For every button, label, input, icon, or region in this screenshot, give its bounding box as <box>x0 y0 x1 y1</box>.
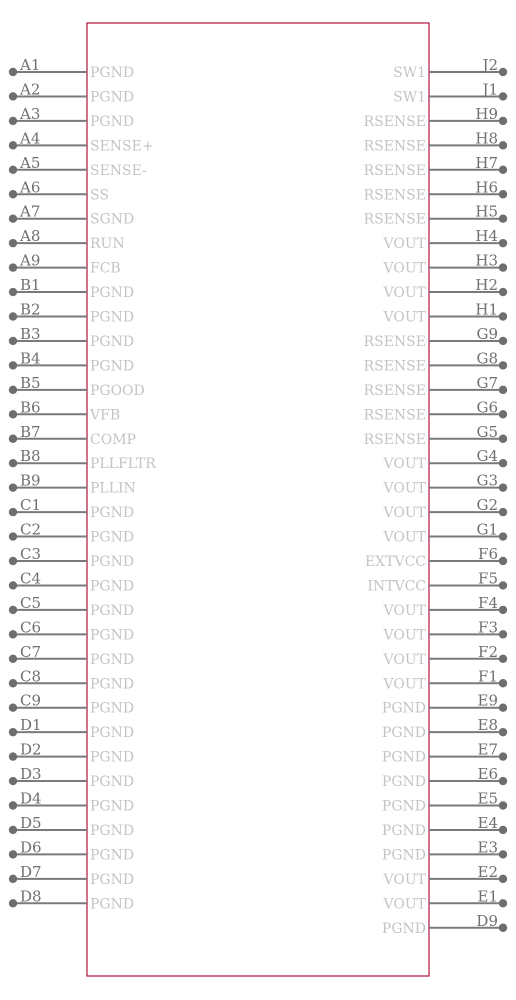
pin-endpoint-dot <box>9 801 17 809</box>
pin-name: SW1 <box>393 89 426 106</box>
pin-right <box>383 618 508 643</box>
pin-right <box>364 178 508 203</box>
pin-endpoint-dot <box>499 875 507 883</box>
pin-number: F3 <box>478 618 498 637</box>
pin-number: E9 <box>477 691 498 710</box>
pin-number: G3 <box>476 471 498 490</box>
pin-left <box>9 178 109 203</box>
pin-name: VOUT <box>383 651 426 668</box>
pin-number: E7 <box>477 740 498 759</box>
pin-right <box>383 667 508 692</box>
pin-name: PGND <box>90 285 135 302</box>
pin-endpoint-dot <box>499 532 507 540</box>
pin-name: SS <box>90 187 109 204</box>
pin-right <box>383 863 508 888</box>
pin-right <box>364 325 508 350</box>
pin-name: RSENSE <box>363 358 426 375</box>
pin-right <box>382 741 507 766</box>
pin-right <box>383 472 508 497</box>
pin-number: A7 <box>20 202 41 221</box>
pin-name: PGND <box>90 774 135 791</box>
pin-name: RSENSE <box>363 187 426 204</box>
pin-name: PGND <box>381 700 426 717</box>
pin-name: RUN <box>90 236 125 253</box>
pin-number: G4 <box>476 447 498 466</box>
pin-name: SW1 <box>393 65 426 81</box>
pin-endpoint-dot <box>9 435 17 443</box>
pin-name: SENSE- <box>90 162 147 179</box>
pin-name: RSENSE <box>363 113 426 130</box>
pin-number: F5 <box>478 569 498 588</box>
pin-name: PGND <box>90 749 135 766</box>
pin-left <box>9 252 121 277</box>
pin-endpoint-dot <box>499 117 507 125</box>
pin-name: PGND <box>381 847 426 864</box>
pin-left <box>9 716 134 741</box>
pin-endpoint-dot <box>499 850 507 858</box>
pin-endpoint-dot <box>9 410 17 418</box>
pin-right <box>364 374 508 399</box>
pin-endpoint-dot <box>499 361 507 369</box>
pin-name: PGND <box>90 505 135 522</box>
pin-name: PLLFLTR <box>90 456 156 473</box>
pin-name: FCB <box>90 260 121 277</box>
pin-number: A8 <box>20 227 41 246</box>
pin-name: VOUT <box>383 896 426 913</box>
pin-number: H9 <box>475 104 498 123</box>
pin-endpoint-dot <box>9 141 17 149</box>
pin-name: PGND <box>90 602 135 619</box>
pin-number: B7 <box>20 422 41 441</box>
pin-name: VOUT <box>383 505 426 522</box>
pin-right <box>364 349 508 374</box>
pin-name: PGND <box>90 896 135 913</box>
pin-left <box>9 838 134 863</box>
pin-endpoint-dot <box>9 728 17 736</box>
pin-right <box>383 594 508 619</box>
pin-left <box>9 276 134 301</box>
pin-name: PLLIN <box>90 480 136 497</box>
pin-endpoint-dot <box>499 924 507 932</box>
pin-left <box>9 301 134 326</box>
pin-name: PGND <box>90 529 135 546</box>
pin-name: VOUT <box>383 456 426 473</box>
pin-left <box>9 790 134 815</box>
pin-number: B5 <box>20 373 41 392</box>
pin-number: B9 <box>20 471 41 490</box>
pin-endpoint-dot <box>9 532 17 540</box>
pin-left <box>9 643 134 668</box>
pin-right <box>364 105 508 130</box>
pin-number: D1 <box>20 716 42 735</box>
pin-number: H1 <box>475 300 498 319</box>
pin-name: PGND <box>90 822 135 839</box>
pin-number: H3 <box>475 251 498 270</box>
pin-number: C8 <box>20 667 42 686</box>
pin-number: A6 <box>20 178 41 197</box>
pin-name: COMP <box>90 431 136 448</box>
pin-right <box>383 643 508 668</box>
pin-name: SGND <box>90 211 135 228</box>
pin-number: F4 <box>478 593 498 612</box>
pin-name: RSENSE <box>363 162 426 179</box>
pin-endpoint-dot <box>499 728 507 736</box>
pin-endpoint-dot <box>499 239 507 247</box>
pin-number: C5 <box>20 593 42 612</box>
pin-number: H8 <box>475 129 498 148</box>
pin-endpoint-dot <box>9 166 17 174</box>
pin-name: PGND <box>90 309 135 326</box>
pin-name: SENSE+ <box>90 138 154 155</box>
pin-left <box>9 863 134 888</box>
pin-number: C2 <box>20 520 42 539</box>
pin-number: G7 <box>476 373 498 392</box>
pin-endpoint-dot <box>9 337 17 345</box>
pin-endpoint-dot <box>9 875 17 883</box>
pin-number: J2 <box>482 56 498 74</box>
pin-endpoint-dot <box>9 288 17 296</box>
pin-endpoint-dot <box>9 557 17 565</box>
left-pin-group <box>9 56 156 912</box>
pin-endpoint-dot <box>9 679 17 687</box>
pin-number: E8 <box>477 716 498 735</box>
pin-endpoint-dot <box>9 263 17 271</box>
pin-name: PGND <box>90 333 135 350</box>
pin-endpoint-dot <box>9 117 17 125</box>
pin-endpoint-dot <box>499 704 507 712</box>
pin-endpoint-dot <box>9 850 17 858</box>
pin-endpoint-dot <box>499 777 507 785</box>
pin-number: H5 <box>475 202 498 221</box>
pin-left <box>9 203 134 228</box>
pin-name: PGND <box>90 651 135 668</box>
pin-right <box>382 692 507 717</box>
pin-left <box>9 569 134 594</box>
pin-number: D3 <box>20 765 42 784</box>
pin-name: INTVCC <box>367 578 426 595</box>
pin-name: PGND <box>90 113 135 130</box>
pin-right <box>383 252 508 277</box>
pin-endpoint-dot <box>499 606 507 614</box>
pin-number: B3 <box>20 324 41 343</box>
pin-left <box>9 496 134 521</box>
pin-left <box>9 105 134 130</box>
pin-name: VOUT <box>383 676 426 693</box>
pin-number: H4 <box>475 227 498 246</box>
pin-number: E1 <box>477 887 498 906</box>
pin-right <box>383 447 508 472</box>
pin-left <box>9 447 156 472</box>
right-pin-group <box>364 56 508 937</box>
pin-left <box>9 667 134 692</box>
pin-name: VOUT <box>383 602 426 619</box>
pin-number: B4 <box>20 349 41 368</box>
pin-right <box>382 765 507 790</box>
pin-right <box>382 790 507 815</box>
pin-endpoint-dot <box>499 435 507 443</box>
pin-number: C4 <box>20 569 42 588</box>
pin-number: C7 <box>20 642 42 661</box>
pin-number: H2 <box>475 276 498 295</box>
pin-endpoint-dot <box>499 752 507 760</box>
pin-left <box>9 765 134 790</box>
pin-number: H6 <box>475 178 498 197</box>
pin-right <box>382 838 507 863</box>
pin-number: F1 <box>478 667 498 686</box>
pin-number: D6 <box>20 838 42 857</box>
pin-left <box>9 692 134 717</box>
pin-endpoint-dot <box>9 190 17 198</box>
pin-name: PGND <box>90 725 135 742</box>
pin-left <box>9 887 134 912</box>
pin-endpoint-dot <box>499 92 507 100</box>
pin-left <box>9 80 134 105</box>
pin-number: C6 <box>20 618 42 637</box>
pin-endpoint-dot <box>499 386 507 394</box>
pin-name: PGND <box>90 627 135 644</box>
pin-endpoint-dot <box>499 263 507 271</box>
pin-endpoint-dot <box>499 459 507 467</box>
pin-number: B1 <box>20 276 41 295</box>
pin-right <box>364 129 508 154</box>
pin-name: RSENSE <box>363 382 426 399</box>
pin-endpoint-dot <box>9 483 17 491</box>
pin-endpoint-dot <box>499 312 507 320</box>
pin-endpoint-dot <box>499 410 507 418</box>
pin-left <box>9 594 134 619</box>
pin-name: PGND <box>381 822 426 839</box>
pin-name: RSENSE <box>363 431 426 448</box>
pin-number: E6 <box>477 765 498 784</box>
pin-left <box>9 521 134 546</box>
pin-name: VOUT <box>383 627 426 644</box>
pin-number: C3 <box>20 545 42 563</box>
pin-number: G1 <box>476 520 498 539</box>
pin-left <box>9 618 134 643</box>
pin-endpoint-dot <box>9 239 17 247</box>
pin-name: VOUT <box>383 260 426 277</box>
pin-left <box>9 129 154 154</box>
pin-name: PGOOD <box>90 382 145 399</box>
pin-right <box>383 887 508 912</box>
pin-number: D4 <box>20 789 42 808</box>
pin-name: PGND <box>90 65 135 81</box>
pin-endpoint-dot <box>9 92 17 100</box>
pin-name: VOUT <box>383 529 426 546</box>
pin-endpoint-dot <box>499 655 507 663</box>
pin-name: PGND <box>381 749 426 766</box>
pin-name: PGND <box>90 578 135 595</box>
pin-left <box>9 349 134 374</box>
pin-endpoint-dot <box>9 777 17 785</box>
pin-right <box>383 521 508 546</box>
pin-name: VOUT <box>383 309 426 326</box>
pin-right <box>364 398 508 423</box>
pin-endpoint-dot <box>9 386 17 394</box>
pin-endpoint-dot <box>499 337 507 345</box>
pin-number: A9 <box>20 251 41 270</box>
pin-name: RSENSE <box>363 211 426 228</box>
pin-left <box>9 398 120 423</box>
pin-name: PGND <box>90 358 135 375</box>
pin-endpoint-dot <box>499 581 507 589</box>
pin-name: PGND <box>90 554 135 570</box>
pin-name: VOUT <box>383 236 426 253</box>
pin-number: B2 <box>20 300 41 319</box>
pin-endpoint-dot <box>9 752 17 760</box>
pin-number: D5 <box>20 813 42 832</box>
pin-number: B8 <box>20 447 41 466</box>
pin-right <box>383 301 508 326</box>
pin-right <box>383 496 508 521</box>
pin-right <box>382 716 507 741</box>
pin-endpoint-dot <box>9 68 17 76</box>
pin-endpoint-dot <box>499 630 507 638</box>
pin-endpoint-dot <box>499 288 507 296</box>
pin-number: F6 <box>478 545 498 563</box>
pin-endpoint-dot <box>499 215 507 223</box>
pin-endpoint-dot <box>499 826 507 834</box>
pin-left <box>9 545 134 570</box>
pin-name: PGND <box>90 871 135 888</box>
pin-number: A3 <box>20 104 41 123</box>
pin-name: VFB <box>90 407 121 424</box>
pin-left <box>9 227 125 252</box>
pin-endpoint-dot <box>9 361 17 369</box>
pin-endpoint-dot <box>9 704 17 712</box>
pin-endpoint-dot <box>499 141 507 149</box>
pin-number: D7 <box>20 862 42 881</box>
pin-name: VOUT <box>383 285 426 302</box>
pin-endpoint-dot <box>9 655 17 663</box>
pin-left <box>9 325 134 350</box>
pin-right <box>367 569 507 594</box>
pin-number: E4 <box>477 813 498 832</box>
pin-right <box>365 545 507 570</box>
pin-right <box>393 80 507 105</box>
pin-right <box>382 912 507 937</box>
pin-number: A2 <box>20 80 41 99</box>
pin-name: VOUT <box>383 871 426 888</box>
pin-name: PGND <box>90 676 135 693</box>
pin-number: J1 <box>482 80 498 99</box>
pin-number: B6 <box>20 398 41 417</box>
pin-endpoint-dot <box>9 459 17 467</box>
pin-endpoint-dot <box>499 483 507 491</box>
pin-number: D8 <box>20 887 42 906</box>
pin-endpoint-dot <box>9 606 17 614</box>
pin-name: RSENSE <box>363 333 426 350</box>
pin-name: PGND <box>90 798 135 815</box>
pin-right <box>382 814 507 839</box>
pin-number: A5 <box>20 153 41 172</box>
pin-name: RSENSE <box>363 138 426 155</box>
pin-endpoint-dot <box>9 508 17 516</box>
pin-left <box>9 56 134 81</box>
pin-endpoint-dot <box>499 68 507 76</box>
pin-left <box>9 374 145 399</box>
pin-right <box>383 276 508 301</box>
pin-endpoint-dot <box>499 190 507 198</box>
pin-number: A1 <box>20 56 41 74</box>
pin-name: PGND <box>90 847 135 864</box>
pin-endpoint-dot <box>9 630 17 638</box>
pin-left <box>9 741 134 766</box>
pin-endpoint-dot <box>499 679 507 687</box>
pin-number: E5 <box>477 789 498 808</box>
pin-left <box>9 154 147 179</box>
pin-name: PGND <box>381 774 426 791</box>
pin-name: PGND <box>381 725 426 742</box>
pin-number: H7 <box>475 153 498 172</box>
pin-name: PGND <box>381 798 426 815</box>
pin-name: PGND <box>90 89 135 106</box>
pin-endpoint-dot <box>499 899 507 907</box>
pin-number: G6 <box>476 398 498 417</box>
pin-name: EXTVCC <box>364 554 426 570</box>
pin-number: G8 <box>476 349 498 368</box>
pin-number: G5 <box>476 422 498 441</box>
pin-right <box>364 423 508 448</box>
pin-name: VOUT <box>383 480 426 497</box>
pin-number: D2 <box>20 740 42 759</box>
pin-number: G9 <box>476 324 498 343</box>
pin-number: C9 <box>20 691 42 710</box>
pin-endpoint-dot <box>9 312 17 320</box>
pin-right <box>364 203 508 228</box>
pin-endpoint-dot <box>499 557 507 565</box>
pin-endpoint-dot <box>499 801 507 809</box>
pin-endpoint-dot <box>499 166 507 174</box>
pin-number: A4 <box>20 129 41 148</box>
pin-left <box>9 423 136 448</box>
pin-endpoint-dot <box>9 581 17 589</box>
pin-number: D9 <box>476 911 498 930</box>
pin-right <box>364 154 508 179</box>
pin-endpoint-dot <box>9 826 17 834</box>
pin-left <box>9 472 136 497</box>
pin-name: PGND <box>90 700 135 717</box>
pin-number: F2 <box>478 642 498 661</box>
pin-right <box>393 56 507 81</box>
pin-number: G2 <box>476 496 498 515</box>
pin-left <box>9 814 134 839</box>
pin-endpoint-dot <box>9 899 17 907</box>
pin-endpoint-dot <box>9 215 17 223</box>
pin-name: RSENSE <box>363 407 426 424</box>
pin-number: C1 <box>20 496 42 515</box>
pin-endpoint-dot <box>499 508 507 516</box>
pin-right <box>383 227 508 252</box>
pin-number: E2 <box>477 862 498 881</box>
pin-name: PGND <box>381 920 426 937</box>
pin-number: E3 <box>477 838 498 857</box>
